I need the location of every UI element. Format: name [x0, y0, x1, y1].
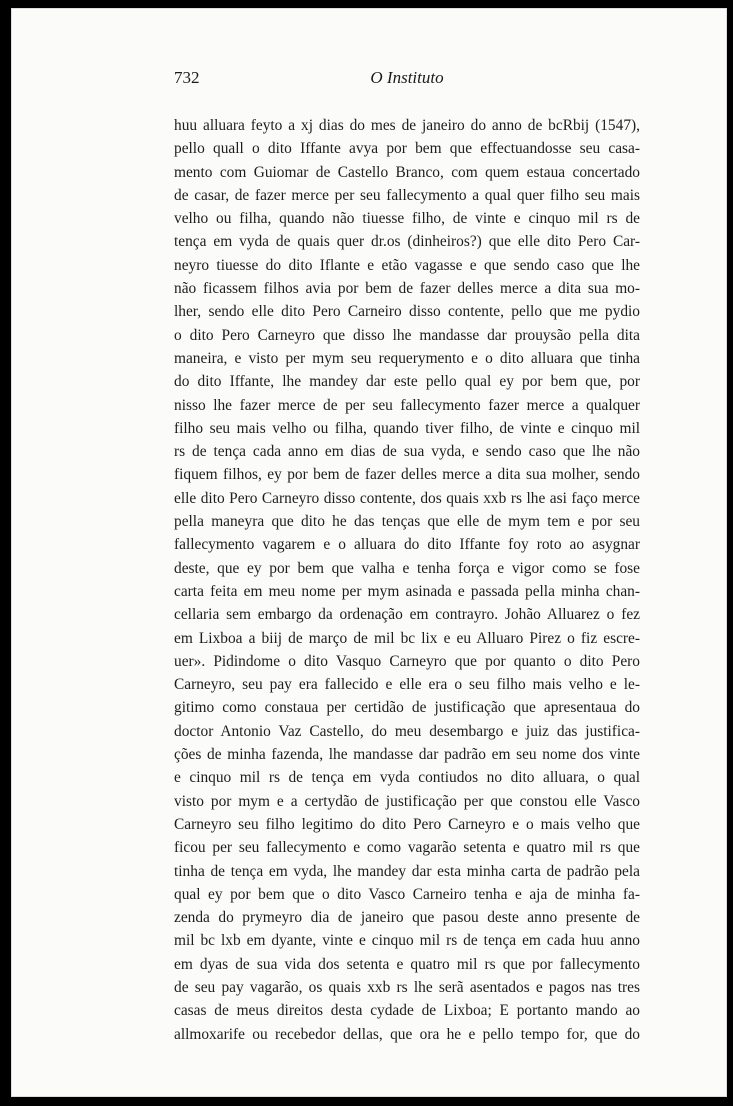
text-line: uer». Pidindome o dito Vasquo Carneyro que por quanto o dito Pero	[174, 652, 640, 670]
text-line: em Lixboa a biij de março de mil bc lix e eu Alluaro Pirez o fiz escre-	[174, 629, 640, 647]
text-line: mil bc lxb em dyante, vinte e cinquo mil rs de tença em cada huu anno	[174, 932, 640, 950]
text-line: elle dito Pero Carneyro disso contente, dos quais xxb rs lhe asi faço merce	[174, 489, 640, 507]
text-line: velho ou filha, quando não tiuesse filho, de vinte e cinquo mil rs de	[174, 210, 640, 228]
text-line: e cinquo mil rs de tença em vyda contiudos no dito alluara, o qual	[174, 769, 640, 787]
document-page	[11, 8, 727, 1097]
text-line: Carneyro seu filho legitimo do dito Pero Carneyro e o mais velho que	[174, 815, 640, 833]
text-line: allmoxarife ou recebedor dellas, que ora he e pello tempo for, que do	[174, 1025, 640, 1043]
text-line: casas de meus direitos desta cydade de Lixboa; E portanto mando ao	[174, 1002, 640, 1020]
running-head: O Instituto	[370, 68, 444, 87]
text-line: zenda do prymeyro dia de janeiro que pasou deste anno presente de	[174, 909, 640, 927]
text-line: ções de minha fazenda, lhe mandasse dar padrão em seu nome dos vinte	[174, 746, 640, 764]
text-line: pello quall o dito Iffante avya por bem que effectuandosse seu casa-	[174, 140, 640, 158]
text-line: neyro tiuesse do dito Iflante e etão vagasse e que sendo caso que lhe	[174, 256, 640, 274]
page-header	[174, 68, 640, 90]
text-line: fiquem filhos, ey por bem de fazer delles merce a dita sua molher, sendo	[174, 466, 640, 484]
text-line: deste, que ey por bem que valha e tenha força e vigor como se fose	[174, 559, 640, 577]
text-line: em dyas de sua vida dos setenta e quatro mil rs que por fallecymento	[174, 955, 640, 973]
text-line: rs de tença cada anno em dias de sua vyda, e sendo caso que lhe não	[174, 443, 640, 461]
text-line: visto por mym e a certydão de justificação per que constou elle Vasco	[174, 792, 640, 810]
text-line: nisso lhe fazer merce de per seu fallecymento fazer merce a qualquer	[174, 396, 640, 414]
text-line: de casar, de fazer merce per seu fallecymento a qual quer filho seu mais	[174, 186, 640, 204]
text-line: maneira, e visto per mym seu requerymento e o dito alluara que tinha	[174, 349, 640, 367]
text-line: do dito Iffante, lhe mandey dar este pello qual ey por bem que, por	[174, 373, 640, 391]
body-text	[174, 114, 640, 1046]
text-line: não ficassem filhos avia por bem de fazer delles merce a dita sua mo-	[174, 280, 640, 298]
text-line: tinha de tença em vyda, lhe mandey dar esta minha carta de padrão pela	[174, 862, 640, 880]
text-line: doctor Antonio Vaz Castello, do meu desembargo e juiz das justifica-	[174, 722, 640, 740]
text-line: o dito Pero Carneyro que disso lhe mandasse dar prouysão pella dita	[174, 326, 640, 344]
text-line: ficou per seu fallecymento e como vagarão setenta e quatro mil rs que	[174, 839, 640, 857]
text-line: gitimo como constaua per certidão de justificação que apresentaua do	[174, 699, 640, 717]
text-line: de seu pay vagarão, os quais xxb rs lhe serã asentados e pagos nas tres	[174, 978, 640, 996]
text-line: pella maneyra que dito he das tenças que elle de mym tem e por seu	[174, 513, 640, 531]
text-line: Carneyro, seu pay era fallecido e elle era o seu filho mais velho e le-	[174, 676, 640, 694]
text-line: tença em vyda de quais quer dr.os (dinheiros?) que elle dito Pero Car-	[174, 233, 640, 251]
text-line: huu alluara feyto a xj dias do mes de janeiro do anno de bcRbij (1547),	[174, 117, 640, 134]
page-number: 732	[174, 68, 200, 87]
text-line: mento com Guiomar de Castello Branco, com quem estaua concertado	[174, 163, 640, 181]
text-line: filho seu mais velho ou filha, quando tiver filho, de vinte e cinquo mil	[174, 419, 640, 437]
text-line: lher, sendo elle dito Pero Carneiro disso contente, pello que me pydio	[174, 303, 640, 321]
text-line: cellaria sem embargo da ordenação em contrayro. Johão Alluarez o fez	[174, 606, 640, 624]
text-line: qual ey por bem que o dito Vasco Carneiro tenha e aja de minha fa-	[174, 885, 640, 903]
text-line: fallecymento vagarem e o alluara do dito Iffante foy roto ao asygnar	[174, 536, 640, 554]
text-line: carta feita em meu nome per mym asinada e passada pella minha chan-	[174, 582, 640, 600]
